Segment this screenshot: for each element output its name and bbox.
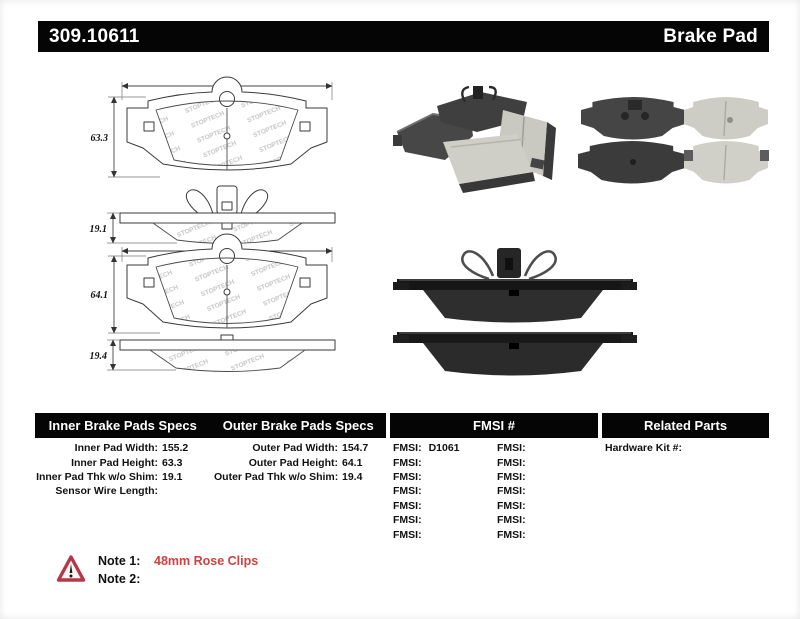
- spec-row: [34, 470, 188, 484]
- photo-pads-perspective: [393, 86, 556, 193]
- outer-specs-column: [214, 441, 368, 484]
- fmsi-row: [393, 499, 460, 513]
- fmsi-label: FMSI:: [393, 514, 422, 527]
- spec-label: Inner Pad Thk w/o Shim:: [36, 470, 158, 483]
- pads-specs-header-bar: [35, 413, 386, 438]
- spec-row: [34, 484, 188, 498]
- fmsi-row: [393, 484, 460, 498]
- fmsi-row: [497, 455, 533, 469]
- related-part-row: [605, 441, 688, 455]
- note-1-label: Note 1:: [98, 554, 141, 568]
- inner-pad-front-drawing: [91, 77, 333, 177]
- spec-row: [34, 441, 188, 455]
- inner-specs-column: [34, 441, 188, 499]
- note-1-value: 48mm Rose Clips: [154, 554, 259, 568]
- spec-row: [214, 470, 368, 484]
- related-parts-title: Related Parts: [643, 418, 728, 433]
- spec-value: 19.4: [342, 470, 363, 483]
- inner-height-dimension: 63.3: [90, 133, 108, 144]
- spec-label: Outer Pad Width:: [252, 442, 338, 455]
- notes-section: [56, 552, 258, 588]
- spec-label: Inner Pad Width:: [74, 442, 158, 455]
- fmsi-label: FMSI:: [393, 470, 422, 483]
- spec-value: 154.7: [342, 442, 369, 455]
- fmsi-row: [497, 527, 533, 541]
- photo-pads-edge-stack: [393, 248, 637, 376]
- outer-specs-title: Outer Brake Pads Specs: [222, 418, 374, 433]
- spec-value: 19.1: [162, 470, 183, 483]
- related-part-label: Hardware Kit #:: [605, 442, 683, 455]
- part-number: 309.10611: [49, 25, 140, 47]
- spec-value: 155.2: [162, 442, 189, 455]
- fmsi-label: FMSI:: [393, 485, 422, 498]
- photo-pads-flat-grid: [578, 97, 769, 184]
- fmsi-label: FMSI:: [393, 456, 422, 469]
- fmsi-row: [393, 513, 460, 527]
- product-type: Brake Pad: [663, 25, 758, 47]
- fmsi-value: D1061: [428, 442, 460, 455]
- fmsi-row: [497, 499, 533, 513]
- fmsi-label: FMSI:: [393, 499, 422, 512]
- fmsi-label: FMSI:: [497, 514, 526, 527]
- inner-specs-title: Inner Brake Pads Specs: [48, 418, 197, 433]
- fmsi-row: [393, 470, 460, 484]
- fmsi-row: [497, 484, 533, 498]
- fmsi-label: FMSI:: [497, 442, 526, 455]
- spec-label: Outer Pad Thk w/o Shim:: [214, 470, 339, 483]
- fmsi-right-column: [497, 441, 533, 542]
- related-parts-column: [605, 441, 688, 455]
- outer-pad-front-drawing: [91, 234, 333, 333]
- fmsi-header-bar: [390, 413, 598, 438]
- fmsi-title: FMSI #: [473, 418, 515, 433]
- outer-thickness-dimension: 19.4: [89, 351, 107, 362]
- fmsi-row: [497, 441, 533, 455]
- fmsi-label: FMSI:: [393, 528, 422, 541]
- fmsi-row: [393, 441, 460, 455]
- note-lines: [98, 552, 258, 588]
- fmsi-label: FMSI:: [497, 456, 526, 469]
- spec-value: 64.1: [342, 456, 363, 469]
- spec-row: [214, 455, 368, 469]
- fmsi-label: FMSI:: [393, 442, 422, 455]
- outer-height-dimension: 64.1: [90, 290, 108, 301]
- spec-row: [214, 441, 368, 455]
- spec-label: Inner Pad Height:: [71, 456, 158, 469]
- technical-drawings: [50, 70, 395, 390]
- spec-label: Outer Pad Height:: [248, 456, 338, 469]
- fmsi-row: [393, 455, 460, 469]
- fmsi-label: FMSI:: [497, 485, 526, 498]
- fmsi-row: [497, 513, 533, 527]
- inner-thickness-dimension: 19.1: [89, 224, 107, 235]
- note-2: [98, 570, 258, 588]
- fmsi-label: FMSI:: [497, 528, 526, 541]
- header-bar: [38, 21, 769, 52]
- spec-row: [34, 455, 188, 469]
- warning-icon: [56, 554, 86, 584]
- fmsi-left-column: [393, 441, 460, 542]
- fmsi-row: [393, 527, 460, 541]
- spec-value: 63.3: [162, 456, 183, 469]
- note-1: [98, 552, 258, 570]
- product-photos: [385, 80, 775, 380]
- spec-label: Sensor Wire Length:: [55, 485, 158, 498]
- inner-pad-edge-drawing: [90, 186, 336, 244]
- outer-pad-edge-drawing: [90, 335, 336, 372]
- note-2-label: Note 2:: [98, 572, 141, 586]
- fmsi-label: FMSI:: [497, 470, 526, 483]
- related-parts-header-bar: [602, 413, 769, 438]
- fmsi-row: [497, 470, 533, 484]
- fmsi-label: FMSI:: [497, 499, 526, 512]
